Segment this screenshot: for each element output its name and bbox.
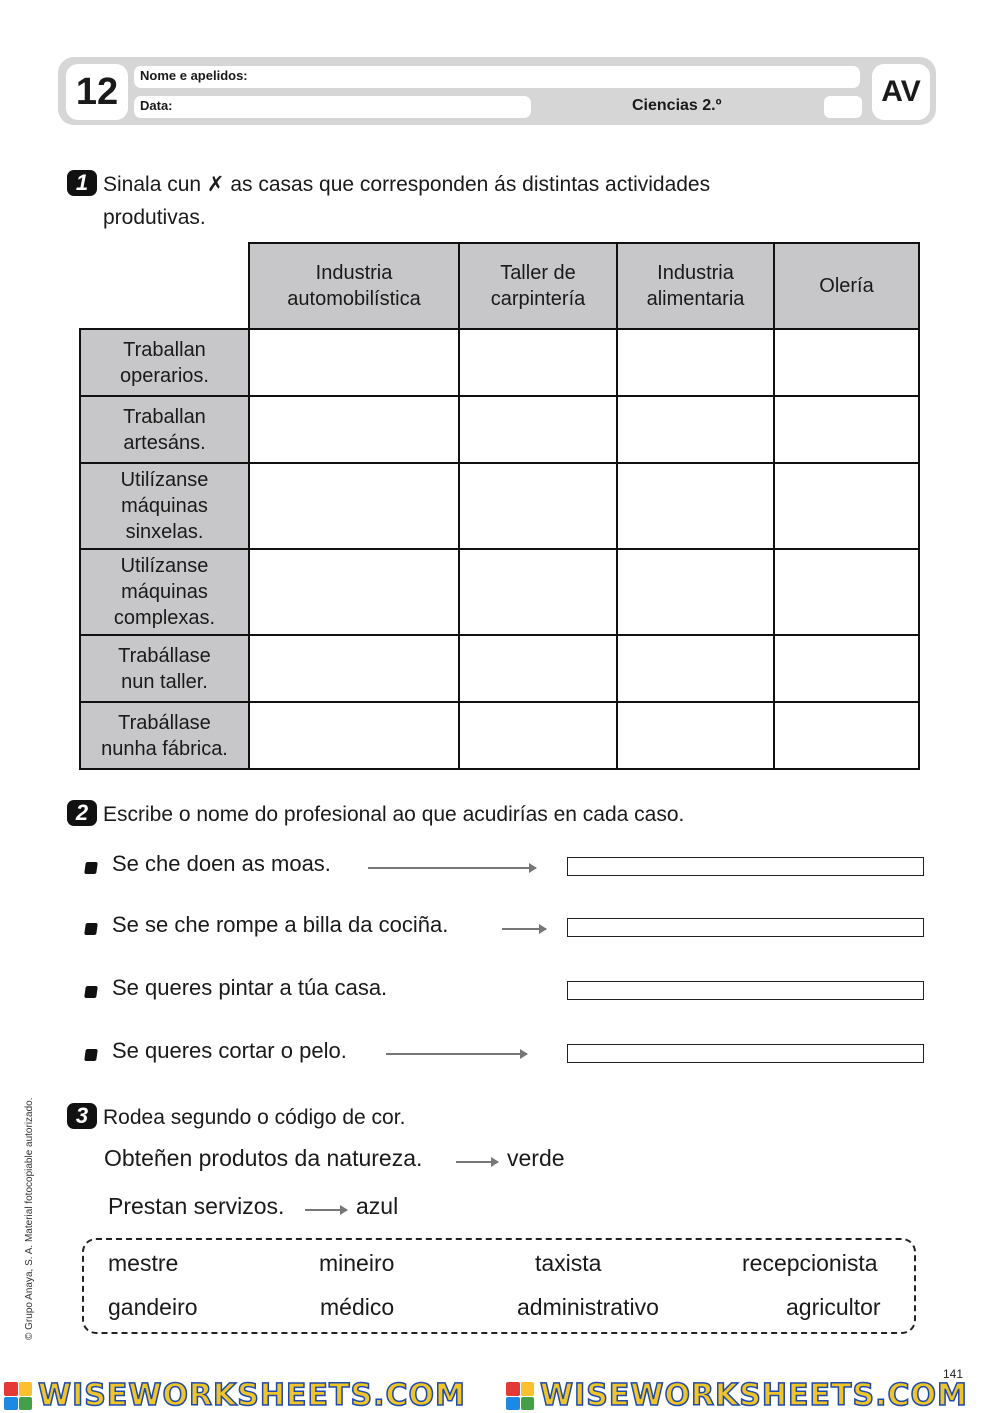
exercise-2-item: Se queres cortar o pelo.: [112, 1038, 347, 1063]
subject-label: Ciencias 2.º: [632, 97, 722, 114]
exercise-2-item: Se queres pintar a túa casa.: [112, 975, 388, 1000]
word-option[interactable]: taxista: [535, 1250, 602, 1276]
answer-cell[interactable]: [249, 396, 459, 463]
row-header: [80, 396, 249, 463]
date-label: Data:: [140, 98, 173, 113]
date-field[interactable]: [134, 96, 531, 118]
answer-cell[interactable]: [617, 702, 774, 769]
row-header-line: Traballan: [123, 405, 206, 428]
word-option[interactable]: mestre: [108, 1250, 179, 1276]
word-option[interactable]: médico: [320, 1294, 395, 1320]
name-label: Nome e apelidos:: [140, 68, 248, 83]
answer-cell[interactable]: [459, 329, 617, 396]
answer-cell[interactable]: [774, 329, 919, 396]
answer-field[interactable]: [567, 1044, 924, 1063]
answer-cell[interactable]: [459, 549, 617, 635]
row-header-line: Trabállase: [118, 644, 211, 667]
row-header-line: máquinas: [121, 495, 208, 517]
column-header-line: Industria: [657, 262, 734, 284]
exercise-2-prompt: Escribe o nome do profesional ao que acudirías en cada caso.: [103, 803, 685, 826]
word-option[interactable]: recepcionista: [742, 1250, 878, 1276]
column-header-line: carpintería: [490, 288, 586, 310]
unit-number: 12: [66, 64, 128, 120]
row-header-line: máquinas: [121, 581, 208, 603]
answer-cell[interactable]: [774, 549, 919, 635]
answer-cell[interactable]: [249, 329, 459, 396]
bullet-icon: [84, 986, 98, 998]
answer-cell[interactable]: [249, 463, 459, 549]
answer-cell[interactable]: [617, 329, 774, 396]
row-header: [80, 329, 249, 396]
level-badge: AV: [872, 64, 930, 120]
color-code-blue-text: Prestan servizos.: [108, 1193, 285, 1219]
word-option[interactable]: administrativo: [517, 1294, 659, 1320]
exercise-1-prompt: [103, 168, 710, 234]
bullet-icon: [84, 862, 98, 874]
answer-cell[interactable]: [459, 463, 617, 549]
answer-field[interactable]: [567, 857, 924, 876]
word-option[interactable]: agricultor: [786, 1294, 881, 1320]
exercise-1-number: 1: [67, 170, 97, 196]
answer-cell[interactable]: [249, 702, 459, 769]
answer-field[interactable]: [567, 981, 924, 1000]
exercise-2-item: Se se che rompe a billa da cociña.: [112, 912, 449, 937]
row-header: [80, 463, 249, 549]
answer-field[interactable]: [567, 918, 924, 937]
table-corner: [80, 243, 249, 329]
watermark-text: WISEWORKSHEETS.COM: [540, 1378, 968, 1413]
watermark-logo-icon: [506, 1382, 534, 1410]
arrow-icon: [368, 867, 536, 869]
row-header-line: complexas.: [113, 607, 216, 629]
color-code-green-text: Obteñen produtos da natureza.: [104, 1145, 423, 1171]
exercise-1-prompt-line1: Sinala cun ✗ as casas que corresponden ás distintas actividades: [103, 173, 711, 196]
row-header: [80, 549, 249, 635]
activities-table: [79, 242, 920, 770]
row-header-line: nun taller.: [121, 670, 208, 693]
bullet-icon: [84, 923, 98, 935]
row-header-line: Trabállase: [118, 711, 211, 734]
bullet-icon: [84, 1049, 98, 1061]
column-header: [249, 243, 459, 329]
row-header-line: artesáns.: [123, 431, 206, 454]
arrow-icon: [386, 1053, 527, 1055]
row-header-line: sinxelas.: [125, 521, 204, 543]
color-code-blue-label: azul: [356, 1193, 399, 1219]
word-option[interactable]: gandeiro: [108, 1294, 198, 1320]
answer-cell[interactable]: [774, 702, 919, 769]
answer-cell[interactable]: [774, 463, 919, 549]
word-option[interactable]: mineiro: [319, 1250, 395, 1276]
column-header: [617, 243, 774, 329]
arrow-icon: [456, 1161, 498, 1163]
copyright-notice: © Grupo Anaya, S. A. Material fotocopiable autorizado.: [24, 1097, 35, 1340]
column-header-line: alimentaria: [646, 288, 745, 310]
row-header-line: Traballan: [123, 338, 206, 361]
row-header-line: Utilízanse: [120, 555, 209, 577]
answer-cell[interactable]: [774, 635, 919, 702]
answer-cell[interactable]: [249, 635, 459, 702]
column-header: [774, 243, 919, 329]
watermark-logo-icon: [4, 1382, 32, 1410]
header-small-box: [824, 96, 862, 118]
arrow-icon: [502, 928, 546, 930]
answer-cell[interactable]: [617, 635, 774, 702]
column-header: [459, 243, 617, 329]
row-header: [80, 702, 249, 769]
column-header-line: Taller de: [500, 262, 576, 284]
column-header-line: Olería: [819, 275, 874, 297]
arrow-icon: [305, 1209, 347, 1211]
column-header-line: Industria: [315, 262, 393, 284]
answer-cell[interactable]: [617, 549, 774, 635]
exercise-1-prompt-line2: produtivas.: [103, 206, 206, 229]
color-code-green-label: verde: [507, 1145, 565, 1171]
column-header-line: automobilística: [287, 288, 421, 310]
page-number: 141: [943, 1367, 964, 1381]
answer-cell[interactable]: [774, 396, 919, 463]
watermark-text: WISEWORKSHEETS.COM: [38, 1378, 466, 1413]
answer-cell[interactable]: [617, 396, 774, 463]
exercise-2-number: 2: [67, 800, 97, 826]
row-header-line: Utilízanse: [120, 469, 209, 491]
answer-cell[interactable]: [617, 463, 774, 549]
row-header-line: nunha fábrica.: [101, 737, 228, 760]
exercise-3-number: 3: [67, 1103, 97, 1129]
exercise-2-item: Se che doen as moas.: [112, 851, 331, 876]
exercise-3-prompt: Rodea segundo o código de cor.: [103, 1106, 406, 1129]
answer-cell[interactable]: [459, 635, 617, 702]
row-header-line: operarios.: [120, 364, 209, 387]
row-header: [80, 635, 249, 702]
name-field[interactable]: [134, 66, 860, 88]
answer-cell[interactable]: [459, 702, 617, 769]
answer-cell[interactable]: [249, 549, 459, 635]
answer-cell[interactable]: [459, 396, 617, 463]
